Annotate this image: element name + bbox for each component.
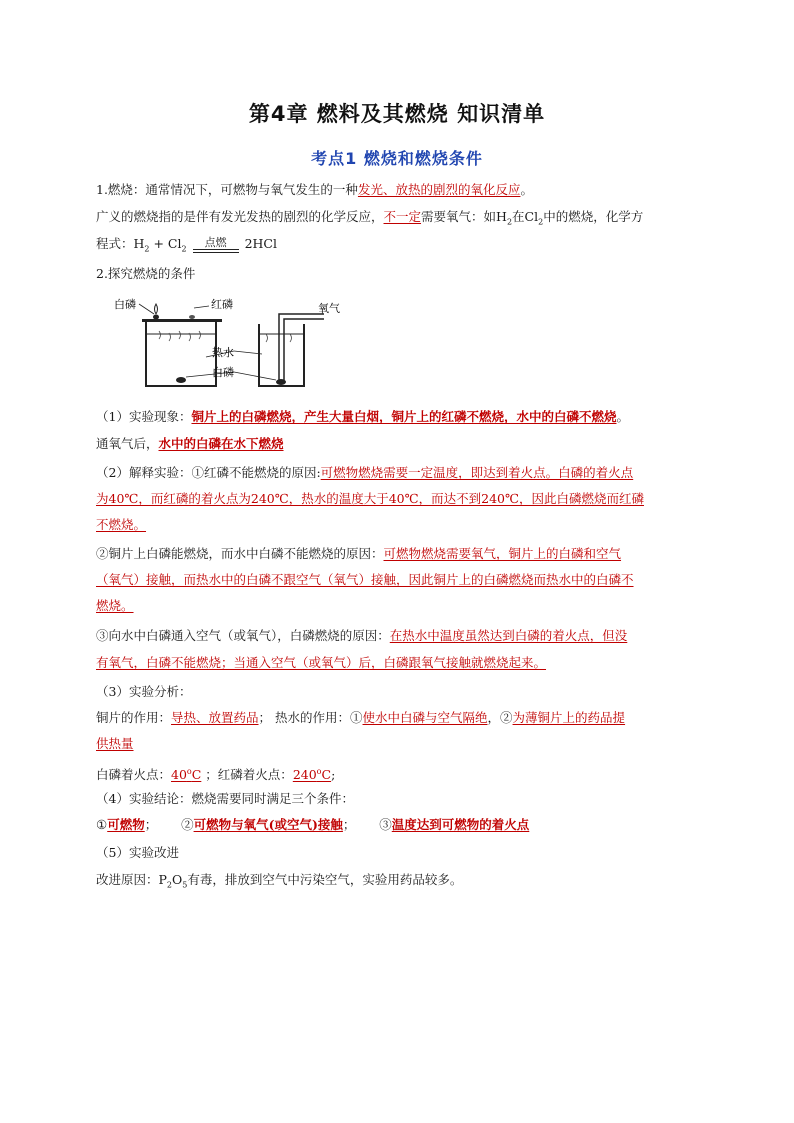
text: 中的燃烧，化学方 [543,209,644,224]
degree-sup: o [186,767,192,776]
answer-text: 使水中白磷与空气隔绝 [362,710,488,725]
subscript: 2 [144,244,150,254]
leader-line [234,351,262,354]
red-phosphorus [189,315,195,319]
equals-sign [193,249,239,253]
white-phosphorus-plate [153,315,159,320]
explanation-1b [96,491,644,507]
right-beaker [259,324,304,386]
analysis-line-1b [96,736,134,752]
label-white-phosphorus-bottom: 白磷 [212,366,234,379]
answer-text: （氧气）接触，而热水中的白磷不跟空气（氧气）接触，因此铜片上的白磷燃烧而热水中的白磷不 [96,572,634,587]
explanation-3b [96,655,546,671]
explanation-1 [96,465,633,481]
text: ③向水中白磷通入空气（或氧气），白磷燃烧的原因： [96,628,390,643]
leader-line [139,304,154,314]
answer-text: 温度达到可燃物的着火点 [391,817,530,832]
analysis-line-2 [96,764,335,783]
answer-text: 水中的白磷在水下燃烧 [158,436,284,451]
text: 1.燃烧：通常情况下，可燃物与氧气发生的一种 [96,182,358,197]
explanation-2b [96,572,634,588]
white-phosphorus-water-left [176,377,186,383]
text: ； ② [144,817,194,832]
text: + Cl [149,236,182,251]
explanation-1c [96,517,146,533]
improvement-heading: （5）实验改进 [96,845,179,860]
text: 需要氧气：如H [421,209,507,224]
chemical-equation [96,236,277,258]
conclusion-line [96,817,529,833]
answer-text: 可燃物燃烧需要氧气，铜片上的白磷和空气 [383,546,622,561]
text: ，② [487,710,513,725]
text: （2）解释实验：①红磷不能燃烧的原因: [96,465,321,480]
paragraph-definition [96,182,533,198]
leader-line [234,372,276,380]
answer-text: 燃烧。 [96,598,134,613]
text: ; [331,767,336,783]
observation-line-2 [96,436,284,452]
answer-text: 不燃烧。 [96,517,147,532]
subscript: 2 [181,244,187,254]
answer-text: 不一定 [383,209,422,224]
conclusion-heading: （4）实验结论：燃烧需要同时满足三个条件： [96,791,354,806]
text: 。 [616,409,629,424]
label-red-phosphorus: 红磷 [211,298,233,311]
text: 广义的燃烧指的是伴有发光发热的剧烈的化学反应， [96,209,384,224]
text: 程式：H [96,236,145,251]
text: ① [96,817,108,832]
answer-text: 可燃物燃烧需要一定温度，即达到着火点。白磷的着火点 [320,465,634,480]
paragraph-broad-combustion [96,209,643,231]
answer-text: 为薄铜片上的药品提 [512,710,626,725]
answer-text: 可燃物与氧气(或空气)接触 [193,817,343,832]
answer-text: 铜片上的白磷燃烧，产生大量白烟，铜片上的红磷不燃烧，水中的白磷不燃烧 [191,409,617,424]
heading-explore: 2.探究燃烧的条件 [96,266,196,281]
text: ； ③ [342,817,392,832]
section-title: 考点1 燃烧和燃烧条件 [311,149,483,168]
text: 在Cl [512,209,539,224]
page-title: 第4章 燃料及其燃烧 知识清单 [248,102,546,126]
analysis-line-1 [96,710,625,726]
reaction-condition: 点燃 [204,235,227,249]
white-phosphorus-water-right [276,379,286,385]
text: O [172,872,183,887]
answer-text: 发光、放热的剧烈的氧化反应 [357,182,521,197]
answer-text: 为40℃，而红磷的着火点为240℃，热水的温度大于40℃，而达不到240℃，因此白磷燃烧而红磷 [96,491,644,506]
answer-text: 供热量 [96,736,134,751]
experiment-figure [114,294,344,394]
reaction-arrow [193,237,239,253]
subscript: 5 [182,880,188,890]
explanation-3 [96,628,627,644]
degree-sup: o [316,767,322,776]
improvement-line [96,872,462,894]
answer-text: 导热、放置药品 [171,710,259,725]
oxygen-tube [279,314,324,380]
explanation-2c [96,598,134,614]
text: （1）实验现象： [96,409,192,424]
text: 通氧气后， [96,436,159,451]
text: 铜片的作用： [96,710,172,725]
label-oxygen: 氧气 [318,302,340,315]
text: 白磷着火点： [96,767,172,783]
steam-left [159,331,201,341]
text: 有毒，排放到空气中污染空气，实验用药品较多。 [187,872,463,887]
flame-icon [155,304,158,314]
text: ； 热水的作用：① [258,710,363,725]
observation-line [96,409,629,425]
answer-text: 在热水中温度虽然达到白磷的着火点，但没 [389,628,628,643]
answer-text [293,767,331,782]
text: ②铜片上白磷能燃烧，而水中白磷不能燃烧的原因： [96,546,384,561]
subscript: 2 [506,217,513,227]
answer-text: 有氧气，白磷不能燃烧；当通入空气（或氧气）后，白磷跟氧气接触就燃烧起来。 [96,655,547,670]
subscript: 2 [166,880,173,890]
explanation-2 [96,546,621,562]
leader-line [194,306,209,308]
subscript: 2 [538,217,544,227]
answer-text [171,767,201,782]
text: 。 [520,182,533,197]
copper-plate [142,319,222,322]
answer-text: 可燃物 [107,817,145,832]
unit: C [321,767,332,783]
left-beaker [146,322,216,386]
label-hot-water: 热水 [212,346,234,359]
value: 40 [171,767,187,783]
label-white-phosphorus-top: 白磷 [114,298,136,311]
analysis-heading: （3）实验分析： [96,684,192,699]
text: 改进原因：P [96,872,167,887]
text: 2HCl [244,236,277,251]
unit: C [191,767,202,783]
value: 240 [292,767,317,783]
text: ；红磷着火点： [201,767,293,783]
